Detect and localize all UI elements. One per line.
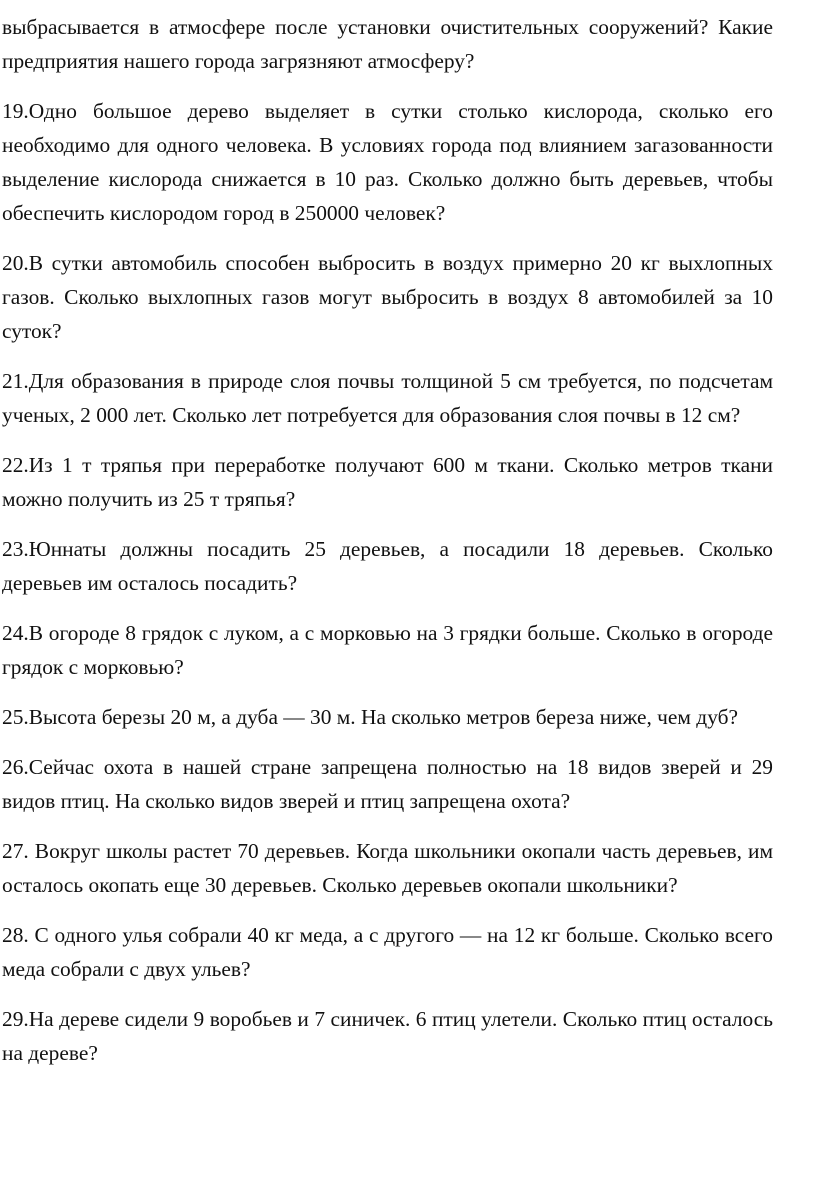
problem-23: 23.Юннаты должны посадить 25 деревьев, а посадили 18 деревьев. Сколько деревьев им осталось посадить? [2, 537, 773, 595]
problem-26: 26.Сейчас охота в нашей стране запрещена полностью на 18 видов зверей и 29 видов птиц. На сколько видов зверей и птиц запрещена охота? [2, 755, 773, 813]
problem-22: 22.Из 1 т тряпья при переработке получают 600 м ткани. Сколько метров ткани можно получить из 25 т тряпья? [2, 453, 773, 511]
problem-29: 29.На дереве сидели 9 воробьев и 7 синичек. 6 птиц улетели. Сколько птиц осталось на дереве? [2, 1007, 773, 1065]
problem-18-continuation: выбрасывается в атмосфере после установки очистительных сооружений? Какие предприятия нашего города загрязняют атмосферу? [2, 15, 773, 73]
problem-19: 19.Одно большое дерево выделяет в сутки столько кислорода, сколько его необходимо для одного человека. В условиях города под влиянием загазованности выделение кислорода снижается в 10 раз. Сколько должно быть деревьев, чтобы обеспечить кислородом город в 250000 человек? [2, 99, 773, 225]
problem-27: 27. Вокруг школы растет 70 деревьев. Когда школьники окопали часть деревьев, им осталось окопать еще 30 деревьев. Сколько деревьев окопали школьники? [2, 839, 773, 897]
problem-21: 21.Для образования в природе слоя почвы толщиной 5 см требуется, по подсчетам ученых, 2 000 лет. Сколько лет потребуется для образования слоя почвы в 12 см? [2, 369, 773, 427]
problem-28: 28. С одного улья собрали 40 кг меда, а с другого — на 12 кг больше. Сколько всего меда собрали с двух ульев? [2, 923, 773, 981]
problem-25: 25.Высота березы 20 м, а дуба — 30 м. На сколько метров береза ниже, чем дуб? [2, 705, 738, 729]
problem-24: 24.В огороде 8 грядок с луком, а с морковью на 3 грядки больше. Сколько в огороде грядок с морковью? [2, 621, 773, 679]
problem-20: 20.В сутки автомобиль способен выбросить в воздух примерно 20 кг выхлопных газов. Сколько выхлопных газов могут выбросить в воздух 8 автомобилей за 10 суток? [2, 251, 773, 343]
